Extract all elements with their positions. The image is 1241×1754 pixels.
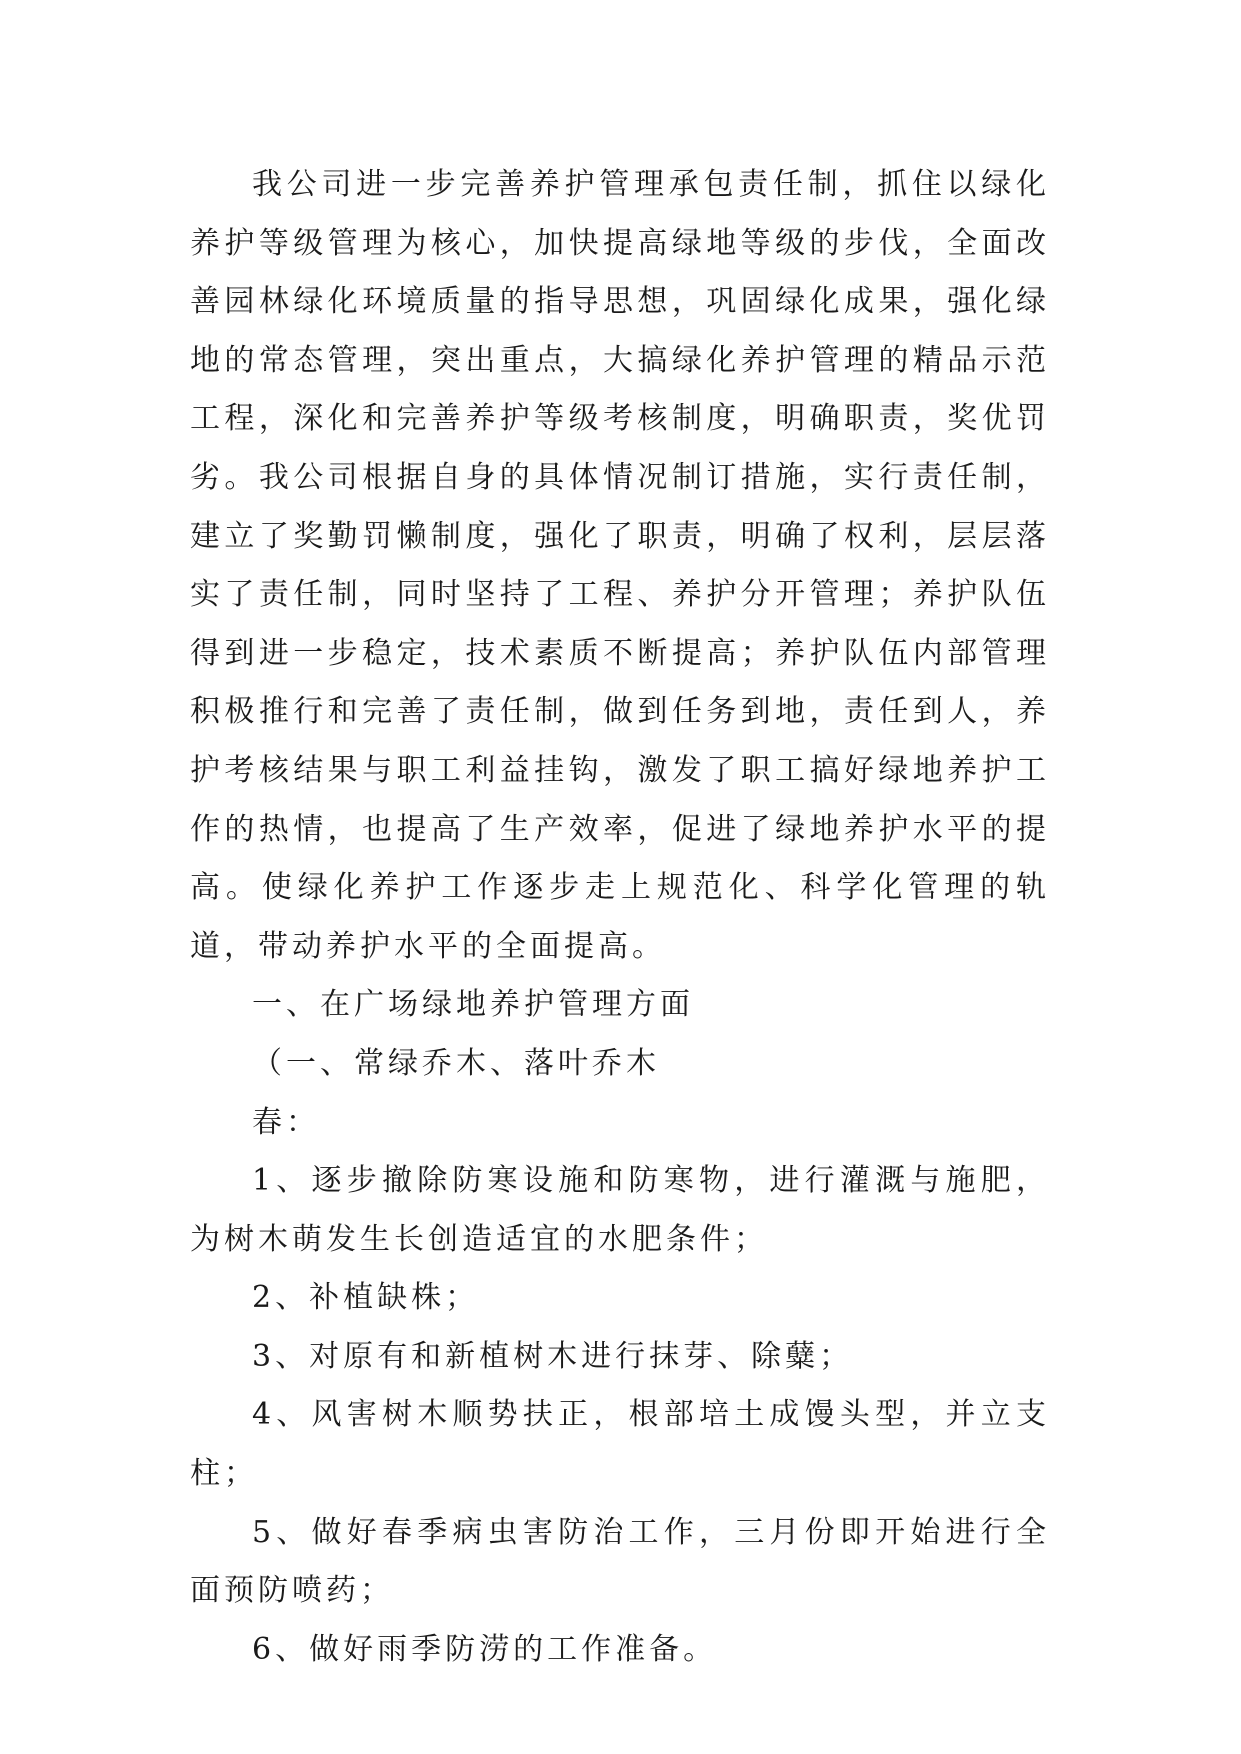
list-item: 6、做好雨季防涝的工作准备。 [252,1631,718,1667]
list-item: 1、逐步撤除防寒设施和防寒物，进行灌溉与施肥，为树木萌发生长创造适宜的水肥条件； [190,1163,1050,1257]
list-item: 3、对原有和新植树木进行抹芽、除糵； [252,1338,854,1374]
list-item: 5、做好春季病虫害防治工作，三月份即开始进行全面预防喷药； [190,1514,1050,1609]
season-label: 春： [252,1104,320,1140]
section-heading: 一、在广场绿地养护管理方面 [252,987,694,1023]
document-body [190,156,1050,1679]
list-item: 2、补植缺株； [252,1280,480,1316]
subsection-heading: （一、常绿乔木、落叶乔木 [252,1045,660,1081]
list-item: 4、风害树木顺势扶正，根部培土成馒头型，并立支柱； [190,1397,1050,1492]
intro-paragraph: 我公司进一步完善养护管理承包责任制，抓住以绿化养护等级管理为核心，加快提高绿地等级的步伐，全面改善园林绿化环境质量的指导思想，巩固绿化成果，强化绿地的常态管理，突出重点，大搞绿化养护管理的精品示范工程，深化和完善养护等级考核制度，明确职责，奖优罚劣。我公司根据自身的具体情况制订措施，实行责任制，建立了奖勤罚懒制度，强化了职责，明确了权利，层层落实了责任制，同时坚持了工程、养护分开管理；养护队伍得到进一步稳定，技术素质不断提高；养护队伍内部管理积极推行和完善了责任制，做到任务到地，责任到人，养护考核结果与职工利益挂钩，激发了职工搞好绿地养护工作的热情，也提高了生产效率，促进了绿地养护水平的提高。使绿化养护工作逐步走上规范化、科学化管理的轨道，带动养护水平的全面提高。 [190,167,1050,964]
